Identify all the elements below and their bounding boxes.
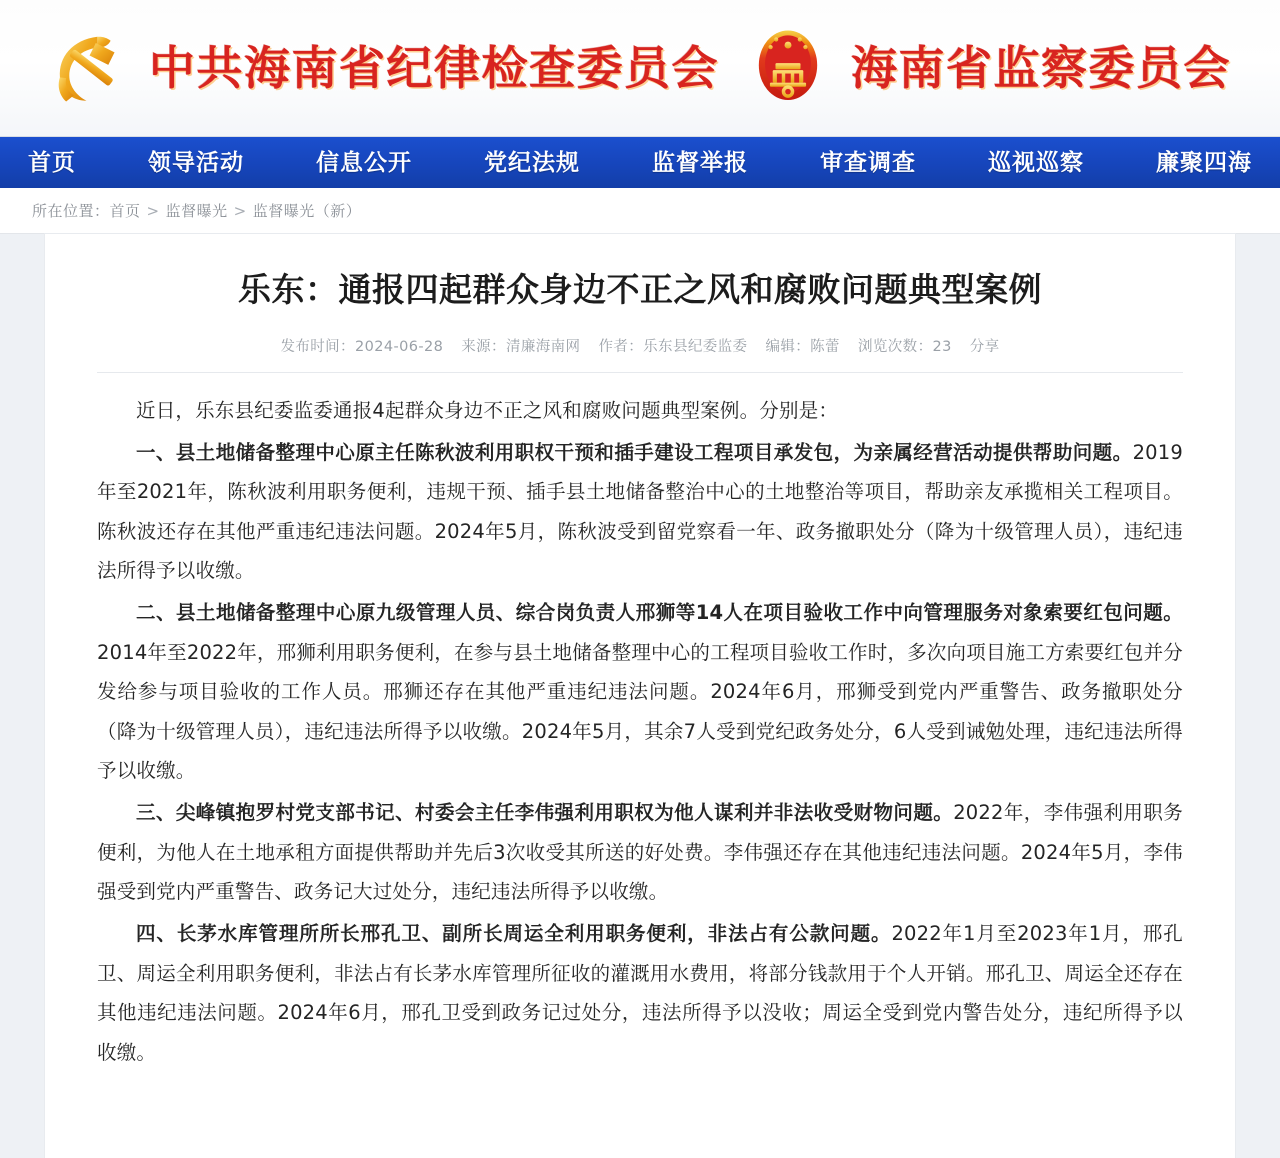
meta-views <box>858 339 952 355</box>
paragraph-lead: 三、尖峰镇抱罗村党支部书记、村委会主任李伟强利用职权为他人谋利并非法收受财物问题。 <box>136 801 954 825</box>
nav-item-party-regulations[interactable]: 党纪法规 <box>484 149 580 176</box>
breadcrumb-separator-1: > <box>146 202 160 220</box>
paragraph-text: 2014年至2022年，邢狮利用职务便利，在参与县土地储备整理中心的工程项目验收工作时，多次向项目施工方索要红包并分发给参与项目验收的工作人员。邢狮还存在其他严重违纪违法问题。2024年6月，邢狮受到党内严重警告、政务撤职处分（降为十级管理人员），违纪违法所得予以收缴。2024年5月，其余7人受到党纪政务处分，6人受到诫勉处理，违纪违法所得予以收缴。 <box>97 640 1183 782</box>
breadcrumb-item-supervision-exposure[interactable]: 监督曝光 <box>165 202 228 220</box>
paragraph-text: 近日，乐东县纪委监委通报4起群众身边不正之风和腐败问题典型案例。分别是： <box>136 398 839 422</box>
breadcrumb-item-home[interactable]: 首页 <box>109 202 141 220</box>
paragraph-text: 2019年至2021年，陈秋波利用职务便利，违规干预、插手县土地储备整治中心的土地整治等项目，帮助亲友承揽相关工程项目。陈秋波还存在其他严重违纪违法问题。2024年5月，陈秋波受到留党察看一年、政务撤职处分（降为十级管理人员），违纪违法所得予以收缴。 <box>97 440 1183 583</box>
nav-item-leader-activities[interactable]: 领导活动 <box>148 149 244 176</box>
meta-views-label: 浏览次数： <box>857 338 933 355</box>
paragraph-lead: 二、县土地储备整理中心原九级管理人员、综合岗负责人邢狮等14人在项目验收工作中向管理服务对象索要红包问题。 <box>136 601 1183 625</box>
meta-source-label: 来源： <box>461 338 506 355</box>
meta-author <box>598 339 747 355</box>
meta-views-value: 23 <box>932 338 952 355</box>
breadcrumb-item-supervision-exposure-new[interactable]: 监督曝光（新） <box>252 202 362 220</box>
article-paragraph-case-4 <box>97 914 1183 1072</box>
article-meta <box>97 335 1183 356</box>
breadcrumb-separator-2: > <box>233 202 247 220</box>
meta-editor-value: 陈蕾 <box>810 338 840 355</box>
paragraph-text: 2022年1月至2023年1月，邢孔卫、周运全利用职务便利，非法占有长茅水库管理所征收的灌溉用水费用，将部分钱款用于个人开销。邢孔卫、周运全还存在其他违纪违法问题。2024年6月，邢孔卫受到政务记过处分，违法所得予以没收；周运全受到党内警告处分，违纪所得予以收缴。 <box>97 922 1183 1064</box>
meta-author-label: 作者： <box>598 338 644 355</box>
nav-item-supervision-report[interactable]: 监督举报 <box>652 149 748 176</box>
nav-item-integrity-world[interactable]: 廉聚四海 <box>1156 149 1252 176</box>
site-header <box>0 0 1280 136</box>
meta-source-value: 清廉海南网 <box>505 338 581 355</box>
meta-editor-label: 编辑： <box>765 338 811 355</box>
nav-item-review-investigation[interactable]: 审查调查 <box>820 149 916 176</box>
article-paragraph-intro <box>97 391 1183 430</box>
page-title: 乐东：通报四起群众身边不正之风和腐败问题典型案例 <box>238 270 1042 309</box>
breadcrumb-bar <box>0 188 1280 234</box>
meta-editor <box>765 339 840 355</box>
hammer-sickle-icon <box>49 28 127 108</box>
article-card <box>45 234 1235 1158</box>
header-title-discipline: 中共海南省纪律检查委员会 <box>149 41 719 95</box>
breadcrumb <box>32 200 361 221</box>
article-bottom-spacer <box>97 1075 1183 1101</box>
meta-publish-time <box>280 339 443 355</box>
header-title-supervision: 海南省监察委员会 <box>851 41 1231 95</box>
meta-source <box>461 339 580 355</box>
article-paragraph-case-3 <box>97 793 1183 911</box>
paragraph-lead: 四、长茅水库管理所所长邢孔卫、副所长周运全利用职务便利，非法占有公款问题。 <box>136 922 892 946</box>
national-emblem-icon <box>753 27 823 109</box>
meta-author-value: 乐东县纪委监委 <box>643 338 748 355</box>
article-paragraph-case-1 <box>97 433 1183 591</box>
main-navigation <box>0 136 1280 188</box>
nav-item-inspection-tour[interactable]: 巡视巡察 <box>988 149 1084 176</box>
nav-item-home[interactable]: 首页 <box>28 149 76 176</box>
meta-divider <box>97 372 1183 373</box>
meta-publish-value: 2024-06-28 <box>354 338 444 355</box>
paragraph-lead: 一、县土地储备整理中心原主任陈秋波利用职权干预和插手建设工程项目承发包，为亲属经营活动提供帮助问题。 <box>136 440 1133 464</box>
article-body <box>97 391 1183 1072</box>
article-paragraph-case-2 <box>97 593 1183 790</box>
breadcrumb-prefix: 所在位置： <box>32 202 110 220</box>
paragraph-text: 2022年，李伟强利用职务便利，为他人在土地承租方面提供帮助并先后3次收受其所送的好处费。李伟强还存在其他违纪违法问题。2024年5月，李伟强受到党内严重警告、政务记大过处分，违纪违法所得予以收缴。 <box>97 801 1183 904</box>
share-button[interactable]: 分享 <box>969 338 1000 355</box>
meta-publish-label: 发布时间： <box>280 338 355 355</box>
content-shell <box>0 234 1280 1158</box>
nav-item-information-disclosure[interactable]: 信息公开 <box>316 149 412 176</box>
